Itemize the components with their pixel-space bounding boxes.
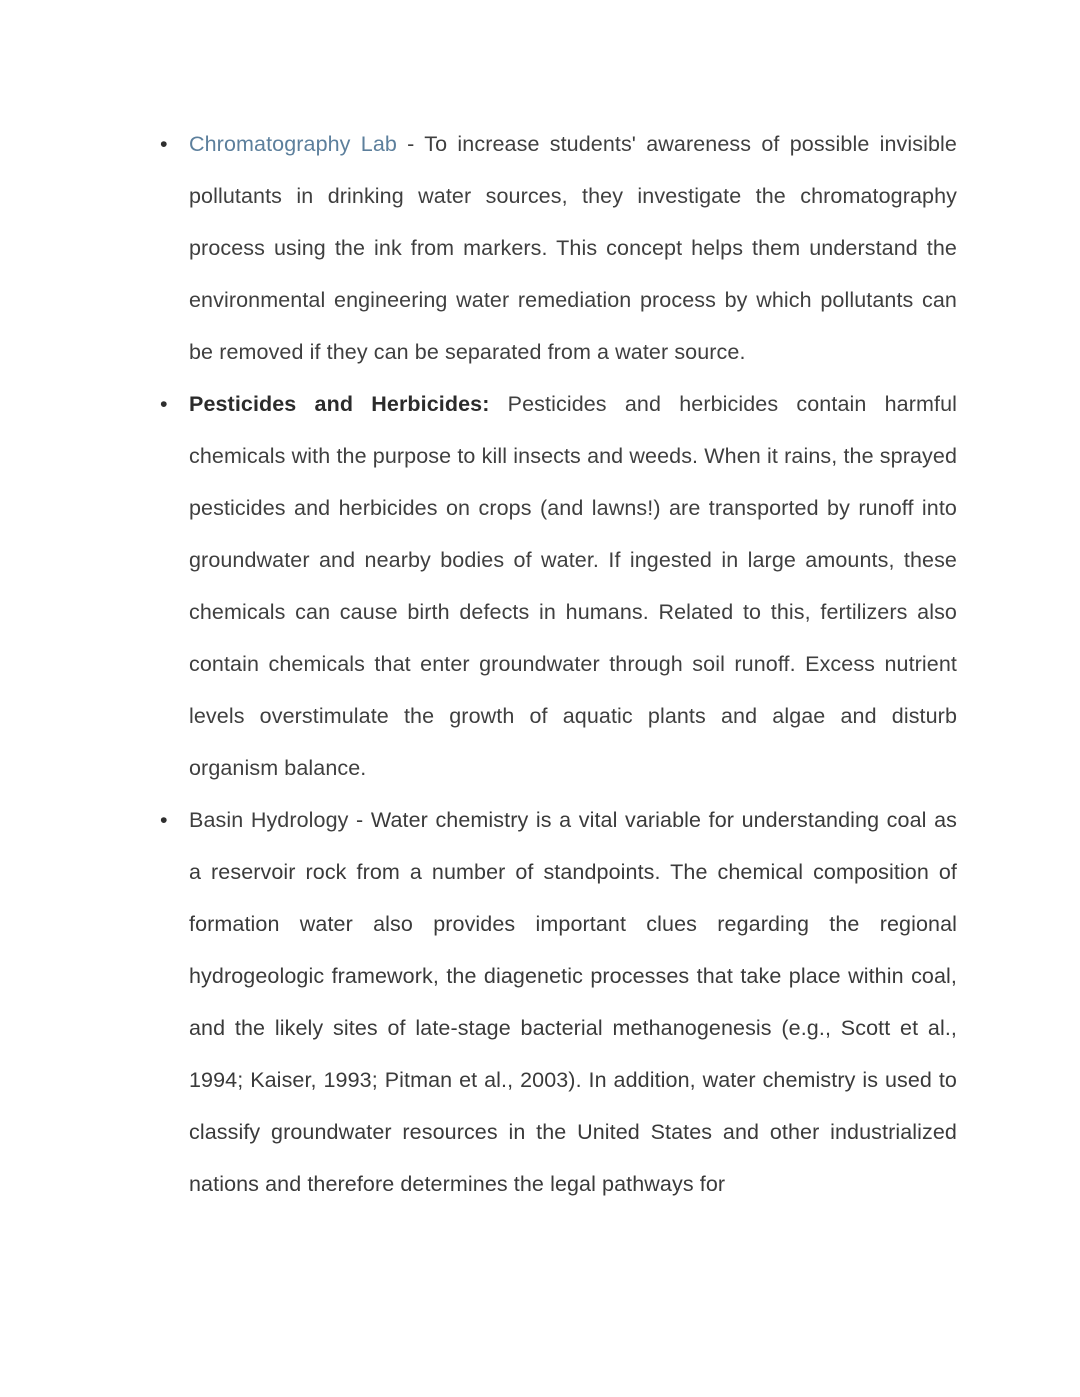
document-body <box>155 118 957 1210</box>
paragraph-text <box>189 794 957 1210</box>
paragraph-text <box>189 378 957 794</box>
basin-hydrology-heading: Basin Hydrology <box>189 808 349 832</box>
list-item <box>155 794 957 1210</box>
item-body-text: Water chemistry is a vital variable for understanding coal as a reservoir rock from a number of standpoints. The chemical composition of formation water also provides important clues regarding the regional hydrogeologic framework, the diagenetic processes that take place within coal, and the likely sites of late-stage bacterial methanogenesis (e.g., Scott et al., 1994; Kaiser, 1993; Pitman et al., 2003). In addition, water chemistry is used to classify groundwater resources in the United States and other industrialized nations and therefore determines the legal pathways for <box>189 808 957 1196</box>
bullet-marker-icon: • <box>160 808 168 832</box>
lead-separator: - <box>396 132 425 156</box>
list-item <box>155 378 957 794</box>
bullet-marker-icon: • <box>160 132 168 156</box>
lead-separator: - <box>348 808 371 832</box>
pesticides-and-herbicides-heading: Pesticides and Herbicides: <box>189 392 490 416</box>
list-item <box>155 118 957 378</box>
lead-separator <box>489 392 507 416</box>
bullet-list <box>155 118 957 1210</box>
bullet-marker-icon: • <box>160 392 168 416</box>
item-body-text: To increase students' awareness of possible invisible pollutants in drinking water sources, they investigate the chromatography process using the ink from markers. This concept helps them understand the environmental engineering water remediation process by which pollutants can be removed if they can be separated from a water source. <box>189 132 957 364</box>
chromatography-lab-link[interactable]: Chromatography Lab <box>189 132 397 156</box>
paragraph-text <box>189 118 957 378</box>
item-body-text: Pesticides and herbicides contain harmful chemicals with the purpose to kill insects and weeds. When it rains, the sprayed pesticides and herbicides on crops (and lawns!) are transported by runoff into groundwater and nearby bodies of water. If ingested in large amounts, these chemicals can cause birth defects in humans. Related to this, fertilizers also contain chemicals that enter groundwater through soil runoff. Excess nutrient levels overstimulate the growth of aquatic plants and algae and disturb organism balance. <box>189 392 958 780</box>
